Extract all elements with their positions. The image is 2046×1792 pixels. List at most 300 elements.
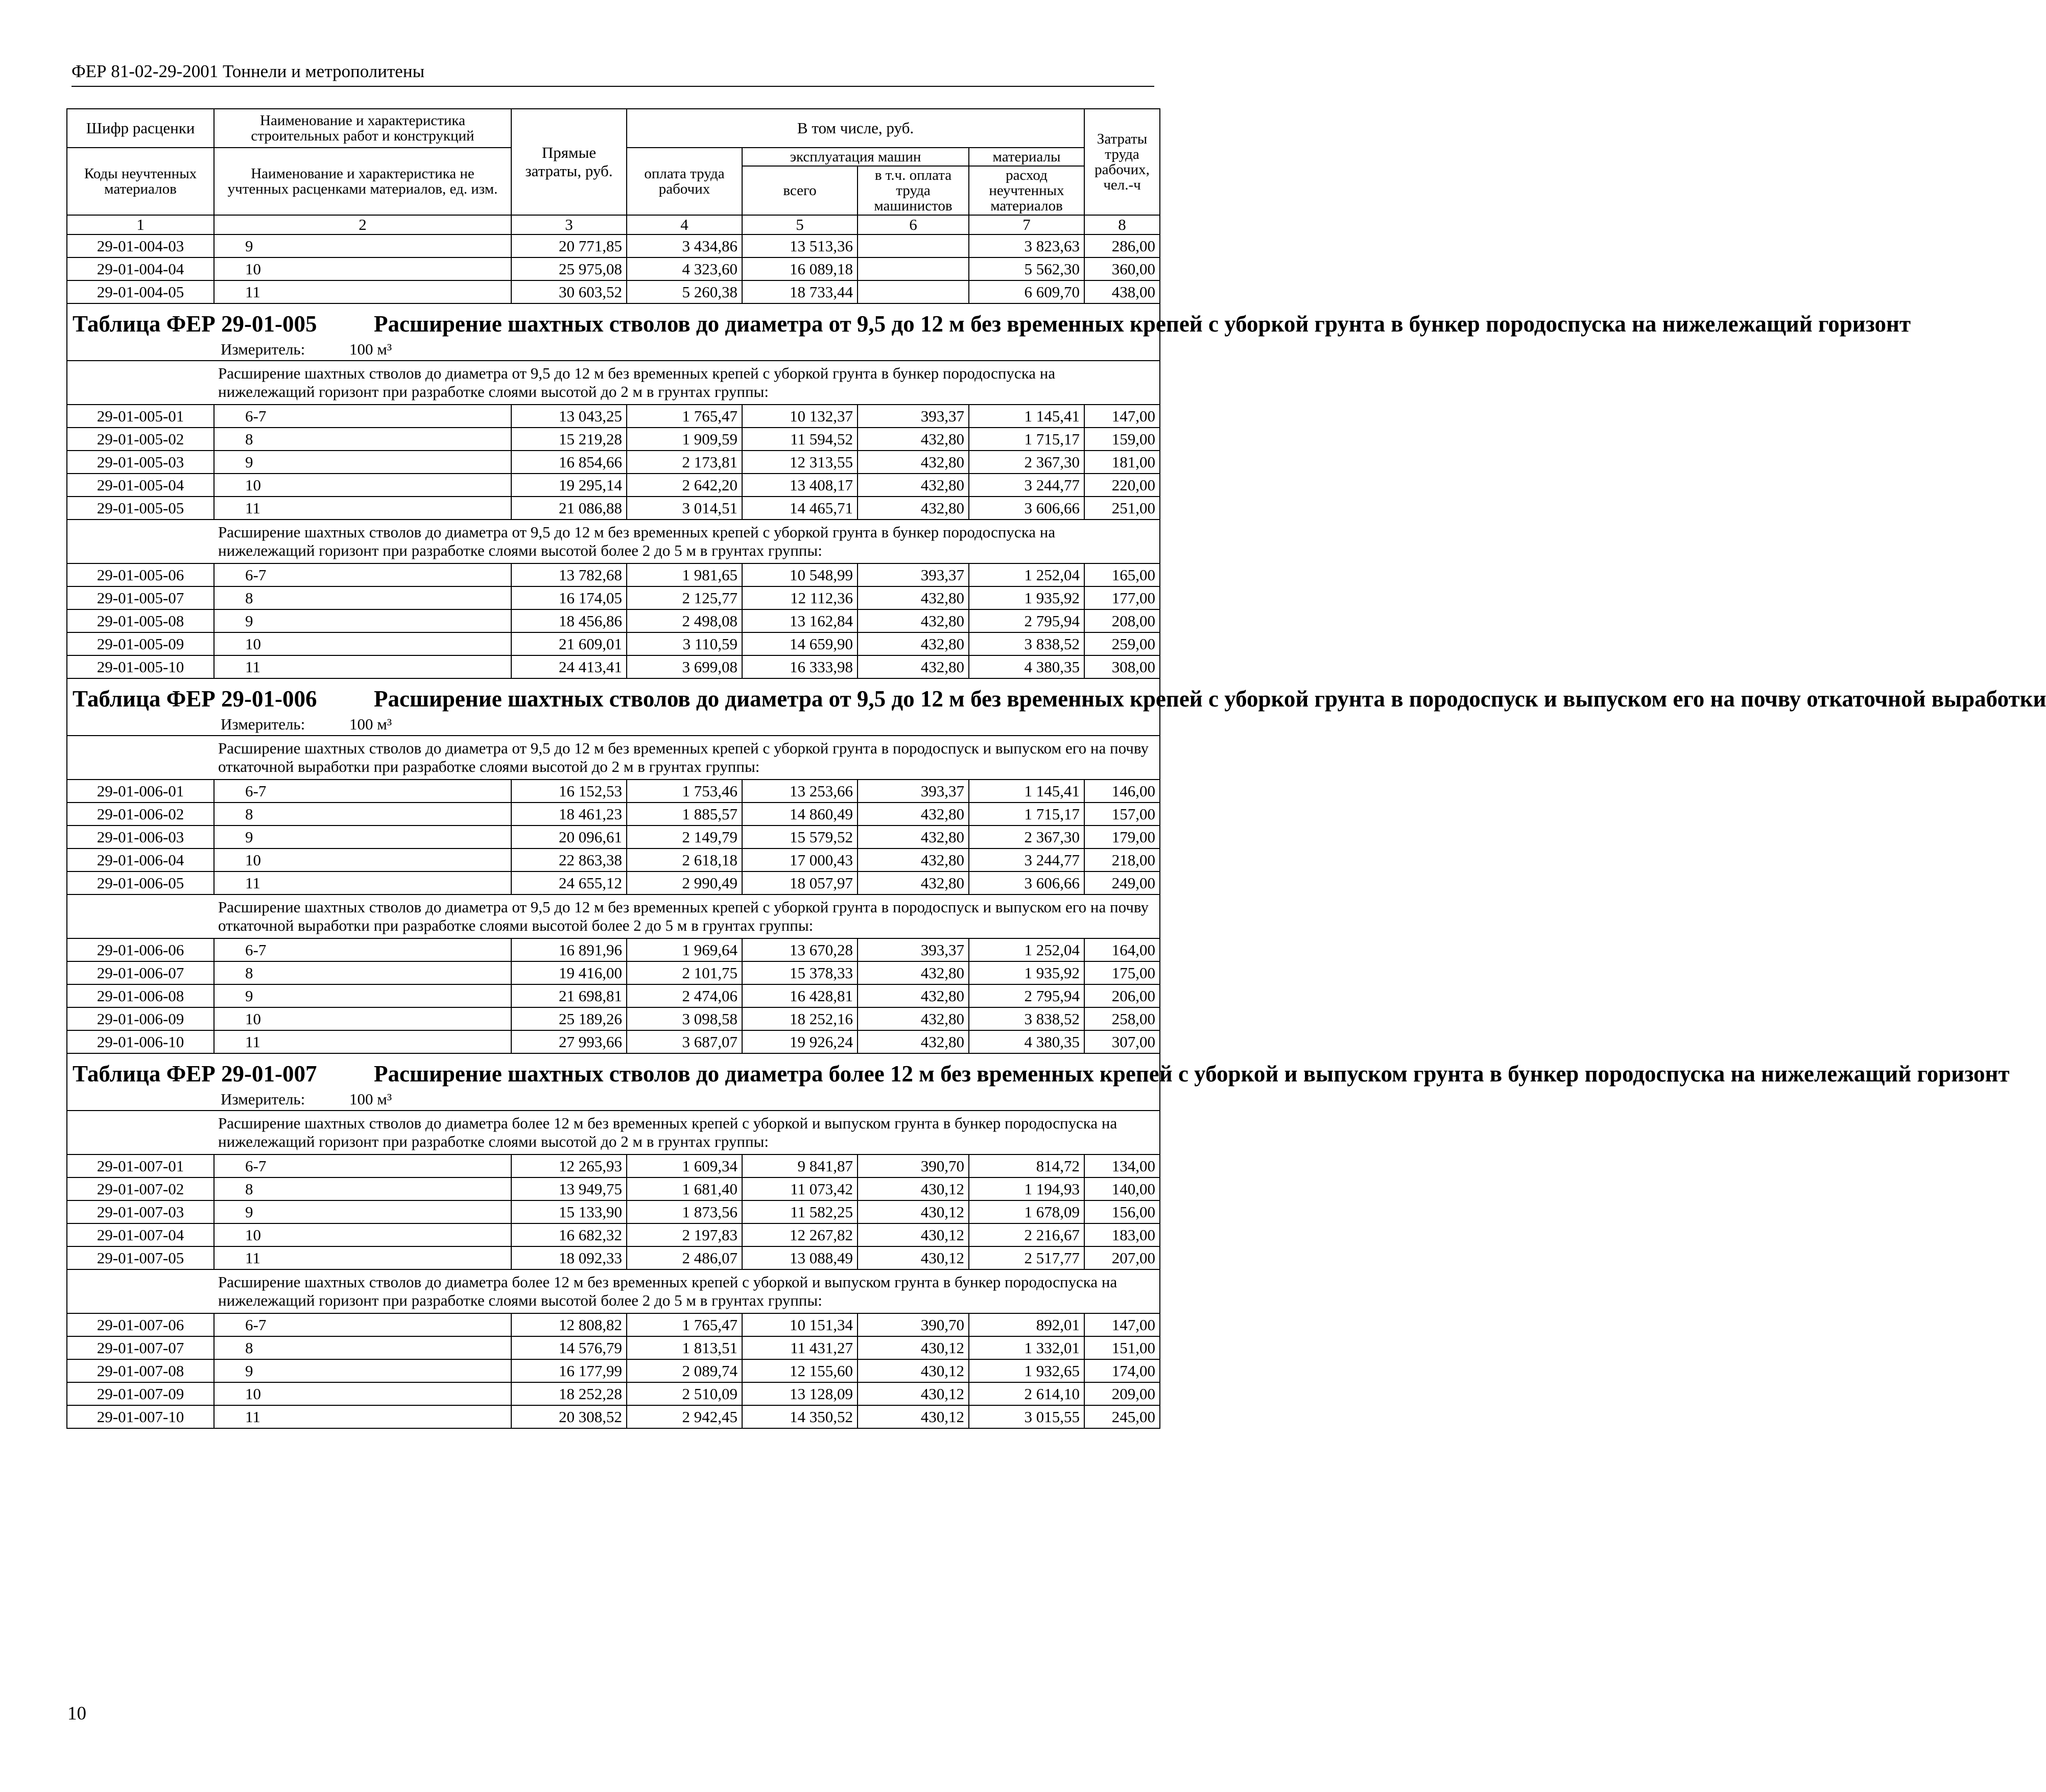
table-row [67,234,1160,257]
direct-cost: 13 782,68 [511,563,627,586]
wages: 1 981,65 [627,563,742,586]
table-row [67,1154,1160,1177]
materials: 3 838,52 [969,1007,1084,1030]
machines-total: 13 253,66 [742,780,858,803]
table-row [67,1030,1160,1053]
wages: 2 942,45 [627,1405,742,1428]
group-number: 10 [214,632,511,655]
column-number: 5 [742,215,858,234]
group-number: 11 [214,1246,511,1269]
rate-code: 29-01-007-09 [67,1382,214,1405]
machines-total: 15 378,33 [742,961,858,984]
direct-cost: 19 295,14 [511,474,627,497]
rate-code: 29-01-006-04 [67,848,214,871]
measure-row [67,339,1160,361]
machines-total: 13 408,17 [742,474,858,497]
measure-value: 100 м³ [349,715,392,733]
table-row [67,497,1160,520]
materials: 3 838,52 [969,632,1084,655]
group-number: 8 [214,803,511,826]
column-number: 7 [969,215,1084,234]
table-label: Таблица ФЕР 29-01-006 [73,686,317,712]
labor-cost: 360,00 [1084,257,1160,280]
machinist-wages: 430,12 [858,1177,969,1200]
table-row [67,632,1160,655]
wages: 1 681,40 [627,1177,742,1200]
direct-cost: 20 308,52 [511,1405,627,1428]
group-number: 11 [214,1405,511,1428]
group-number: 9 [214,451,511,474]
labor-cost: 179,00 [1084,826,1160,848]
labor-cost: 207,00 [1084,1246,1160,1269]
machinist-wages: 393,37 [858,938,969,961]
machines-total: 13 088,49 [742,1246,858,1269]
materials: 2 795,94 [969,984,1084,1007]
wages: 3 699,08 [627,655,742,678]
table-row [67,1007,1160,1030]
machinist-wages: 432,80 [858,1030,969,1053]
machines-total: 10 132,37 [742,405,858,428]
machines-total: 11 594,52 [742,428,858,451]
table-row [67,961,1160,984]
machinist-wages: 393,37 [858,780,969,803]
group-description: Расширение шахтных стволов до диаметра от 9,5 до 12 м без временных крепей с уборкой грунта в породоспуск и выпуском его на почву откаточной выработки при разработке слоями высотой до 2 м в грунтах группы: [214,736,1160,780]
rate-code: 29-01-006-09 [67,1007,214,1030]
machinist-wages: 390,70 [858,1313,969,1336]
labor-cost: 134,00 [1084,1154,1160,1177]
wages: 2 089,74 [627,1359,742,1382]
column-number: 6 [858,215,969,234]
table-row [67,280,1160,303]
materials: 1 715,17 [969,803,1084,826]
machinist-wages: 432,80 [858,871,969,894]
rate-code: 29-01-004-03 [67,234,214,257]
direct-cost: 20 771,85 [511,234,627,257]
direct-cost: 16 177,99 [511,1359,627,1382]
wages: 3 434,86 [627,234,742,257]
labor-cost: 286,00 [1084,234,1160,257]
column-number: 3 [511,215,627,234]
labor-cost: 251,00 [1084,497,1160,520]
direct-cost: 13 043,25 [511,405,627,428]
wages: 4 323,60 [627,257,742,280]
materials: 1 145,41 [969,780,1084,803]
column-number: 2 [214,215,511,234]
rate-code: 29-01-006-03 [67,826,214,848]
col-codes-unaccounted-header: Коды неучтенных материалов [67,148,214,215]
machines-total: 12 155,60 [742,1359,858,1382]
labor-cost: 181,00 [1084,451,1160,474]
direct-cost: 16 891,96 [511,938,627,961]
machinist-wages [858,234,969,257]
group-number: 10 [214,1007,511,1030]
col-name-top-header: Наименование и характеристика строительных работ и конструкций [214,109,511,148]
materials: 3 606,66 [969,871,1084,894]
table-title-row [67,1053,1160,1089]
document-title: ФЕР 81-02-29-2001 Тоннели и метрополитены [72,61,425,81]
direct-cost: 27 993,66 [511,1030,627,1053]
table-title: Расширение шахтных стволов до диаметра от 9,5 до 12 м без временных крепей с уборкой грунта в бункер породоспуска на нижележащий горизонт [374,311,1911,337]
rate-code: 29-01-006-10 [67,1030,214,1053]
group-number: 11 [214,655,511,678]
machines-total: 12 313,55 [742,451,858,474]
group-description-row [67,894,1160,938]
rate-code: 29-01-004-04 [67,257,214,280]
rates-table-wrapper [66,108,2046,1429]
labor-cost: 259,00 [1084,632,1160,655]
materials: 3 606,66 [969,497,1084,520]
materials: 892,01 [969,1313,1084,1336]
table-row [67,1382,1160,1405]
machines-total: 13 513,36 [742,234,858,257]
rate-code: 29-01-005-01 [67,405,214,428]
labor-cost: 209,00 [1084,1382,1160,1405]
table-row [67,655,1160,678]
rate-code: 29-01-005-09 [67,632,214,655]
machines-total: 18 733,44 [742,280,858,303]
materials: 1 332,01 [969,1336,1084,1359]
group-number: 6-7 [214,405,511,428]
materials: 1 935,92 [969,586,1084,609]
machines-total: 16 333,98 [742,655,858,678]
col-mach-total-header: всего [742,166,858,215]
machinist-wages: 432,80 [858,1007,969,1030]
wages: 2 486,07 [627,1246,742,1269]
machinist-wages: 393,37 [858,405,969,428]
materials: 1 252,04 [969,563,1084,586]
table-body [67,215,2046,1428]
group-description-row [67,520,1160,563]
machinist-wages: 432,80 [858,428,969,451]
machinist-wages: 432,80 [858,803,969,826]
group-number: 6-7 [214,563,511,586]
labor-cost: 151,00 [1084,1336,1160,1359]
direct-cost: 30 603,52 [511,280,627,303]
group-number: 8 [214,586,511,609]
direct-cost: 21 609,01 [511,632,627,655]
measure-label: Измеритель: [221,715,305,733]
group-number: 6-7 [214,938,511,961]
machines-total: 11 582,25 [742,1200,858,1223]
materials: 1 678,09 [969,1200,1084,1223]
machines-total: 14 465,71 [742,497,858,520]
machinist-wages: 430,12 [858,1405,969,1428]
rate-code: 29-01-005-03 [67,451,214,474]
direct-cost: 12 808,82 [511,1313,627,1336]
col-machines-header: эксплуатация машин [742,148,969,166]
group-description-row [67,736,1160,780]
table-row [67,428,1160,451]
table-row [67,1359,1160,1382]
materials: 1 252,04 [969,938,1084,961]
materials: 4 380,35 [969,1030,1084,1053]
table-label: Таблица ФЕР 29-01-007 [73,1061,317,1087]
group-number: 6-7 [214,780,511,803]
table-row [67,405,1160,428]
wages: 1 909,59 [627,428,742,451]
materials: 2 367,30 [969,451,1084,474]
group-number: 11 [214,1030,511,1053]
labor-cost: 147,00 [1084,405,1160,428]
group-description: Расширение шахтных стволов до диаметра более 12 м без временных крепей с уборкой и выпуском грунта в бункер породоспуска на нижележащий горизонт при разработке слоями высотой более 2 до 5 м в грунтах группы: [214,1269,1160,1313]
materials: 3 244,77 [969,848,1084,871]
materials: 3 823,63 [969,234,1084,257]
wages: 2 149,79 [627,826,742,848]
direct-cost: 15 133,90 [511,1200,627,1223]
direct-cost: 24 413,41 [511,655,627,678]
labor-cost: 156,00 [1084,1200,1160,1223]
column-number: 8 [1084,215,1160,234]
materials: 6 609,70 [969,280,1084,303]
direct-cost: 15 219,28 [511,428,627,451]
labor-cost: 258,00 [1084,1007,1160,1030]
col-labor-header: Затраты труда рабочих, чел.-ч [1084,109,1160,215]
wages: 2 642,20 [627,474,742,497]
direct-cost: 24 655,12 [511,871,627,894]
direct-cost: 16 174,05 [511,586,627,609]
machinist-wages: 432,80 [858,451,969,474]
materials: 3 015,55 [969,1405,1084,1428]
rate-code: 29-01-007-04 [67,1223,214,1246]
labor-cost: 206,00 [1084,984,1160,1007]
wages: 5 260,38 [627,280,742,303]
table-row [67,451,1160,474]
table-row [67,1405,1160,1428]
rate-code: 29-01-005-10 [67,655,214,678]
table-row [67,1313,1160,1336]
wages: 2 125,77 [627,586,742,609]
machines-total: 19 926,24 [742,1030,858,1053]
machinist-wages: 432,80 [858,961,969,984]
machines-total: 13 670,28 [742,938,858,961]
rate-code: 29-01-007-06 [67,1313,214,1336]
materials: 2 367,30 [969,826,1084,848]
wages: 1 813,51 [627,1336,742,1359]
wages: 1 765,47 [627,405,742,428]
rates-table [66,108,2046,1429]
col-mat-unaccounted-header: расход неучтенных материалов [969,166,1084,215]
wages: 2 498,08 [627,609,742,632]
rate-code: 29-01-007-03 [67,1200,214,1223]
col-name-bottom-header: Наименование и характеристика не учтенных расценками материалов, ед. изм. [214,148,511,215]
machines-total: 18 057,97 [742,871,858,894]
table-row [67,1246,1160,1269]
machines-total: 14 860,49 [742,803,858,826]
table-row [67,257,1160,280]
machines-total: 14 659,90 [742,632,858,655]
machinist-wages: 432,80 [858,632,969,655]
table-row [67,780,1160,803]
group-number: 6-7 [214,1313,511,1336]
table-row [67,1336,1160,1359]
rate-code: 29-01-005-07 [67,586,214,609]
measure-row [67,1089,1160,1111]
machinist-wages: 430,12 [858,1336,969,1359]
direct-cost: 16 152,53 [511,780,627,803]
machinist-wages: 432,80 [858,497,969,520]
col-incl-header: В том числе, руб. [627,109,1084,148]
group-number: 8 [214,428,511,451]
machines-total: 11 073,42 [742,1177,858,1200]
measure-value: 100 м³ [349,1090,392,1108]
column-number: 4 [627,215,742,234]
group-description: Расширение шахтных стволов до диаметра от 9,5 до 12 м без временных крепей с уборкой грунта в бункер породоспуска на нижележащий горизонт при разработке слоями высотой до 2 м в грунтах группы: [214,361,1160,405]
wages: 3 014,51 [627,497,742,520]
group-number: 9 [214,609,511,632]
rate-code: 29-01-006-01 [67,780,214,803]
machinist-wages: 430,12 [858,1223,969,1246]
wages: 2 618,18 [627,848,742,871]
materials: 5 562,30 [969,257,1084,280]
materials: 1 194,93 [969,1177,1084,1200]
direct-cost: 20 096,61 [511,826,627,848]
rate-code: 29-01-006-07 [67,961,214,984]
group-description-row [67,361,1160,405]
labor-cost: 159,00 [1084,428,1160,451]
document-header [72,57,1154,87]
direct-cost: 18 092,33 [511,1246,627,1269]
group-number: 6-7 [214,1154,511,1177]
table-row [67,848,1160,871]
machines-total: 18 252,16 [742,1007,858,1030]
machinist-wages: 430,12 [858,1200,969,1223]
labor-cost: 174,00 [1084,1359,1160,1382]
wages: 3 687,07 [627,1030,742,1053]
col-materials-header: материалы [969,148,1084,166]
machines-total: 13 162,84 [742,609,858,632]
labor-cost: 164,00 [1084,938,1160,961]
group-number: 9 [214,984,511,1007]
rate-code: 29-01-005-05 [67,497,214,520]
group-description: Расширение шахтных стволов до диаметра более 12 м без временных крепей с уборкой и выпуском грунта в бункер породоспуска на нижележащий горизонт при разработке слоями высотой до 2 м в грунтах группы: [214,1111,1160,1154]
direct-cost: 21 086,88 [511,497,627,520]
group-number: 11 [214,871,511,894]
rate-code: 29-01-005-06 [67,563,214,586]
labor-cost: 308,00 [1084,655,1160,678]
col-mach-wages-header: в т.ч. оплата труда машинистов [858,166,969,215]
table-row [67,871,1160,894]
group-number: 9 [214,1359,511,1382]
direct-cost: 18 456,86 [511,609,627,632]
machinist-wages: 432,80 [858,984,969,1007]
wages: 2 173,81 [627,451,742,474]
wages: 3 110,59 [627,632,742,655]
labor-cost: 438,00 [1084,280,1160,303]
labor-cost: 245,00 [1084,1405,1160,1428]
table-row [67,984,1160,1007]
rate-code: 29-01-007-02 [67,1177,214,1200]
materials: 2 614,10 [969,1382,1084,1405]
labor-cost: 165,00 [1084,563,1160,586]
table-row [67,803,1160,826]
machinist-wages: 432,80 [858,609,969,632]
group-number: 8 [214,961,511,984]
materials: 1 935,92 [969,961,1084,984]
machines-total: 15 579,52 [742,826,858,848]
group-number: 11 [214,280,511,303]
group-number: 9 [214,826,511,848]
rate-code: 29-01-007-01 [67,1154,214,1177]
direct-cost: 22 863,38 [511,848,627,871]
materials: 1 715,17 [969,428,1084,451]
table-row [67,1177,1160,1200]
wages: 1 885,57 [627,803,742,826]
table-row [67,938,1160,961]
labor-cost: 183,00 [1084,1223,1160,1246]
direct-cost: 18 252,28 [511,1382,627,1405]
group-number: 10 [214,848,511,871]
labor-cost: 177,00 [1084,586,1160,609]
rate-code: 29-01-006-06 [67,938,214,961]
measure-label: Измеритель: [221,1090,305,1108]
col-code-header: Шифр расценки [67,109,214,148]
group-number: 8 [214,1177,511,1200]
page-number: 10 [67,1703,86,1724]
wages: 2 101,75 [627,961,742,984]
machines-total: 10 151,34 [742,1313,858,1336]
rate-code: 29-01-006-08 [67,984,214,1007]
table-header [67,109,1160,215]
measure-value: 100 м³ [349,340,392,358]
labor-cost: 220,00 [1084,474,1160,497]
rate-code: 29-01-004-05 [67,280,214,303]
group-number: 10 [214,1382,511,1405]
group-number: 9 [214,1200,511,1223]
table-row [67,1200,1160,1223]
col-direct-header: Прямые затраты, руб. [511,109,627,215]
machines-total: 9 841,87 [742,1154,858,1177]
materials: 1 932,65 [969,1359,1084,1382]
rate-code: 29-01-005-08 [67,609,214,632]
direct-cost: 13 949,75 [511,1177,627,1200]
table-row [67,609,1160,632]
labor-cost: 157,00 [1084,803,1160,826]
group-description: Расширение шахтных стволов до диаметра от 9,5 до 12 м без временных крепей с уборкой грунта в породоспуск и выпуском его на почву откаточной выработки при разработке слоями высотой более 2 до 5 м в грунтах группы: [214,894,1160,938]
rate-code: 29-01-007-10 [67,1405,214,1428]
table-label: Таблица ФЕР 29-01-005 [73,311,317,337]
materials: 2 795,94 [969,609,1084,632]
labor-cost: 307,00 [1084,1030,1160,1053]
wages: 1 765,47 [627,1313,742,1336]
wages: 1 609,34 [627,1154,742,1177]
rate-code: 29-01-007-05 [67,1246,214,1269]
materials: 4 380,35 [969,655,1084,678]
wages: 1 753,46 [627,780,742,803]
machines-total: 14 350,52 [742,1405,858,1428]
labor-cost: 140,00 [1084,1177,1160,1200]
table-row [67,586,1160,609]
group-description-row [67,1269,1160,1313]
wages: 2 990,49 [627,871,742,894]
rate-code: 29-01-007-08 [67,1359,214,1382]
labor-cost: 147,00 [1084,1313,1160,1336]
labor-cost: 249,00 [1084,871,1160,894]
group-number: 10 [214,257,511,280]
labor-cost: 175,00 [1084,961,1160,984]
group-description: Расширение шахтных стволов до диаметра от 9,5 до 12 м без временных крепей с уборкой грунта в бункер породоспуска на нижележащий горизонт при разработке слоями высотой более 2 до 5 м в грунтах группы: [214,520,1160,563]
machines-total: 12 112,36 [742,586,858,609]
rate-code: 29-01-007-07 [67,1336,214,1359]
group-number: 10 [214,474,511,497]
direct-cost: 25 189,26 [511,1007,627,1030]
machinist-wages: 430,12 [858,1382,969,1405]
rate-code: 29-01-006-05 [67,871,214,894]
machinist-wages: 432,80 [858,474,969,497]
direct-cost: 16 682,32 [511,1223,627,1246]
machinist-wages: 432,80 [858,586,969,609]
machines-total: 10 548,99 [742,563,858,586]
measure-label: Измеритель: [221,340,305,358]
